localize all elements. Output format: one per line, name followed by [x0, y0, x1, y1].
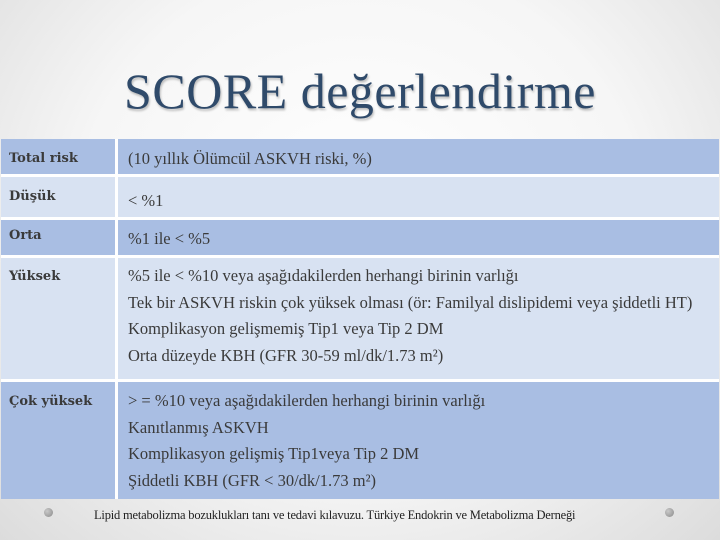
slide-title: SCORE değerlendirme: [124, 63, 596, 119]
description-line: Komplikasyon gelişmemiş Tip1 veya Tip 2 DM: [128, 319, 444, 338]
description-line: Orta düzeyde KBH (GFR 30-59 ml/dk/1.73 m²): [128, 345, 444, 365]
risk-level-cell: Çok yüksek: [1, 381, 117, 500]
header-risk-cell: Total risk: [1, 139, 117, 176]
score-risk-table: [1, 139, 719, 499]
risk-description-cell: [117, 381, 720, 500]
risk-description-cell: [117, 257, 720, 381]
bullet-dot-icon: [665, 508, 674, 517]
description-line: < %1: [128, 191, 164, 210]
table-row-dusuk: [1, 176, 719, 219]
description-line: Komplikasyon gelişmiş Tip1veya Tip 2 DM: [128, 444, 420, 463]
description-line: > = %10 veya aşağıdakilerden herhangi birinin varlığı: [128, 391, 486, 410]
footer-citation: Lipid metabolizma bozuklukları tanı ve tedavi kılavuzu. Türkiye Endokrin ve Metabolizma Derneği: [94, 508, 576, 522]
table-row-cok-yuksek: [1, 381, 719, 500]
description-line: Kanıtlanmış ASKVH: [128, 417, 269, 437]
table-header-row: [1, 139, 719, 176]
description-line: Şiddetli KBH (GFR < 30/dk/1.73 m²): [128, 470, 377, 490]
risk-level-cell: Düşük: [1, 176, 117, 219]
risk-level-cell: Orta: [1, 219, 117, 257]
description-line: Tek bir ASKVH riskin çok yüksek olması (ör: Familyal dislipidemi veya şiddetli HT): [128, 292, 693, 312]
bullet-dot-icon: [44, 508, 53, 517]
header-description-cell: (10 yıllık Ölümcül ASKVH riski, %): [117, 139, 720, 176]
table-row-orta: [1, 219, 719, 257]
table-row-yuksek: [1, 257, 719, 381]
risk-description-cell: [117, 219, 720, 257]
description-line: %1 ile < %5: [128, 229, 211, 248]
risk-level-cell: Yüksek: [1, 257, 117, 381]
description-line: %5 ile < %10 veya aşağıdakilerden herhangi birinin varlığı: [128, 266, 519, 285]
risk-description-cell: [117, 176, 720, 219]
